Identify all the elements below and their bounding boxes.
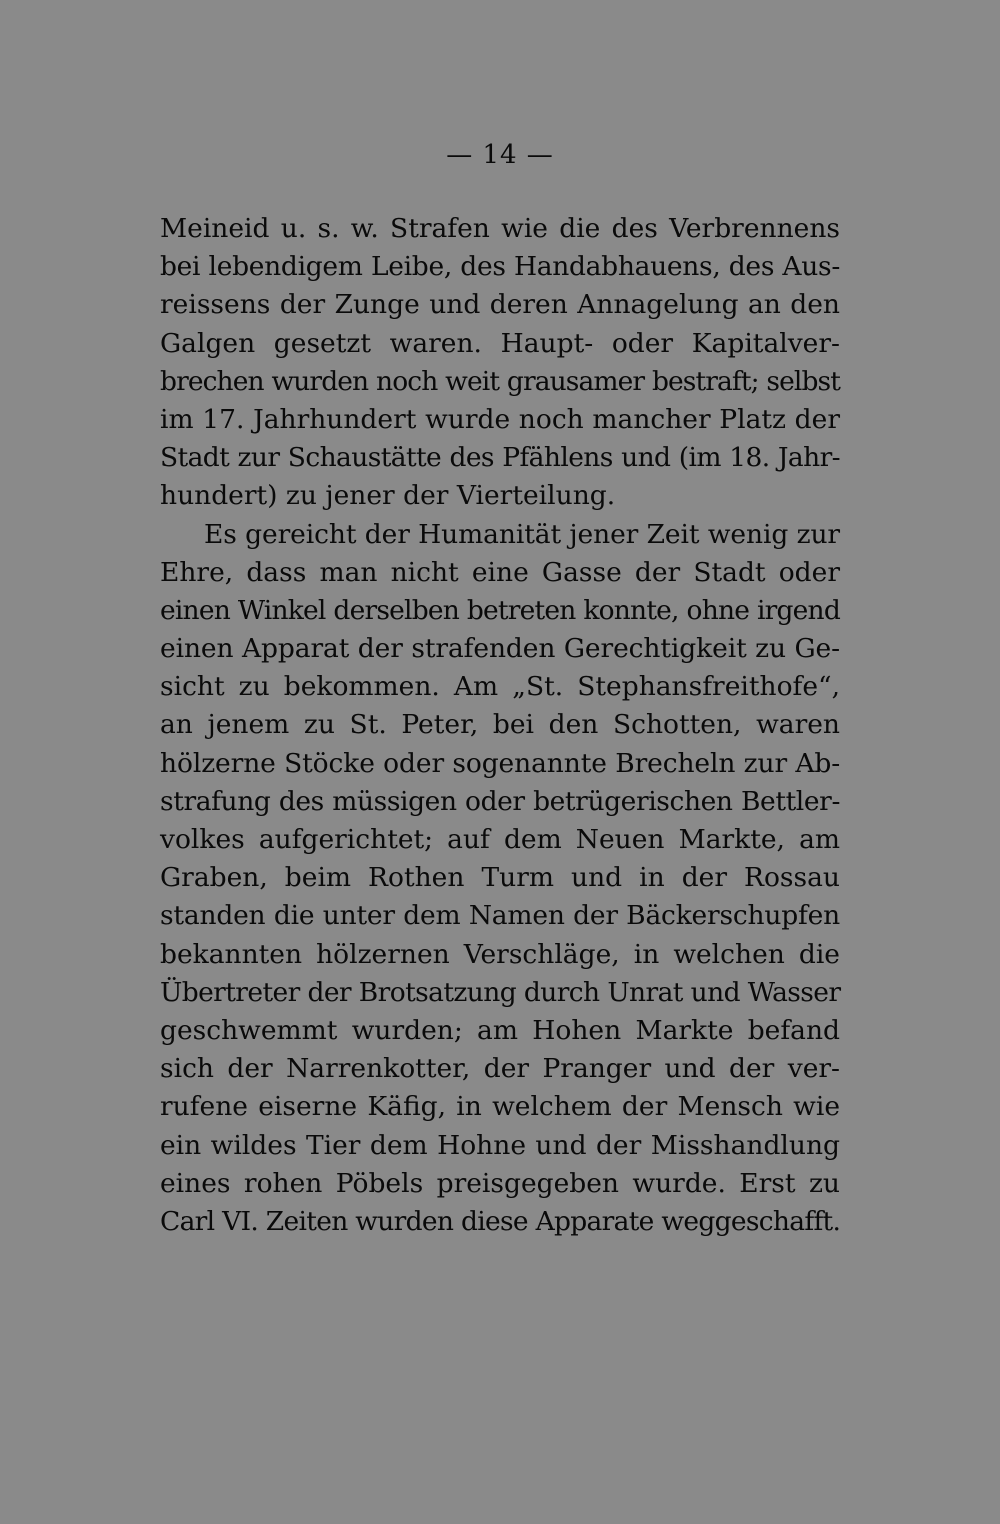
body-text — [160, 210, 840, 1241]
text-line: Übertreter der Brotsatzung durch Unrat und Wasser — [160, 976, 841, 1008]
text-line: volkes aufgerichtet; auf dem Neuen Markte, am — [160, 824, 840, 855]
text-line: Carl VI. Zeiten wurden diese Apparate weggeschafft. — [160, 1205, 841, 1237]
text-line: hundert) zu jener der Vierteilung. — [160, 480, 616, 512]
text-line: bei lebendigem Leibe, des Handabhauens, des Aus- — [160, 251, 840, 283]
text-line: rufene eiserne Käfig, in welchem der Mensch wie — [160, 1091, 840, 1123]
text-line: Stadt zur Schaustätte des Pfählens und (im 18. Jahr- — [160, 442, 840, 474]
text-line: Meineid u. s. w. Strafen wie die des Verbrennens — [160, 213, 840, 244]
text-line: Graben, beim Rothen Turm und in der Rossau — [160, 862, 840, 894]
text-line: sicht zu bekommen. Am „St. Stephansfreithofe“, — [160, 671, 840, 703]
text-line: brechen wurden noch weit grausamer bestraft; selbst — [160, 365, 840, 397]
text-line: Ehre, dass man nicht eine Gasse der Stadt oder — [160, 556, 840, 588]
page-number: — 14 — — [446, 140, 554, 170]
text-line: sich der Narrenkotter, der Pranger und der ver- — [160, 1053, 840, 1085]
text-line: bekannten hölzernen Verschläge, in welchen die — [160, 938, 840, 970]
text-line: reissens der Zunge und deren Annagelung an den — [160, 289, 840, 321]
text-line: geschwemmt wurden; am Hohen Markte befand — [160, 1014, 840, 1046]
paragraph-1 — [160, 210, 840, 516]
text-line: Es gereicht der Humanität jener Zeit wenig zur — [204, 518, 840, 550]
text-line: ein wildes Tier dem Hohne und der Misshandlung — [160, 1129, 840, 1161]
paragraph-2 — [160, 516, 840, 1242]
text-line: im 17. Jahrhundert wurde noch mancher Platz der — [160, 403, 840, 435]
text-line: strafung des müssigen oder betrügerischen Bettler- — [160, 785, 840, 817]
text-line: Galgen gesetzt waren. Haupt- oder Kapitalver- — [160, 327, 840, 359]
text-line: an jenem zu St. Peter, bei den Schotten, waren — [160, 709, 840, 741]
text-line: standen die unter dem Namen der Bäckerschupfen — [160, 900, 840, 932]
text-line: eines rohen Pöbels preisgegeben wurde. Erst zu — [160, 1167, 840, 1199]
text-line: einen Winkel derselben betreten konnte, ohne irgend — [160, 594, 840, 626]
text-line: einen Apparat der strafenden Gerechtigkeit zu Ge- — [160, 633, 840, 665]
text-line: hölzerne Stöcke oder sogenannte Brecheln zur Ab- — [160, 747, 841, 779]
